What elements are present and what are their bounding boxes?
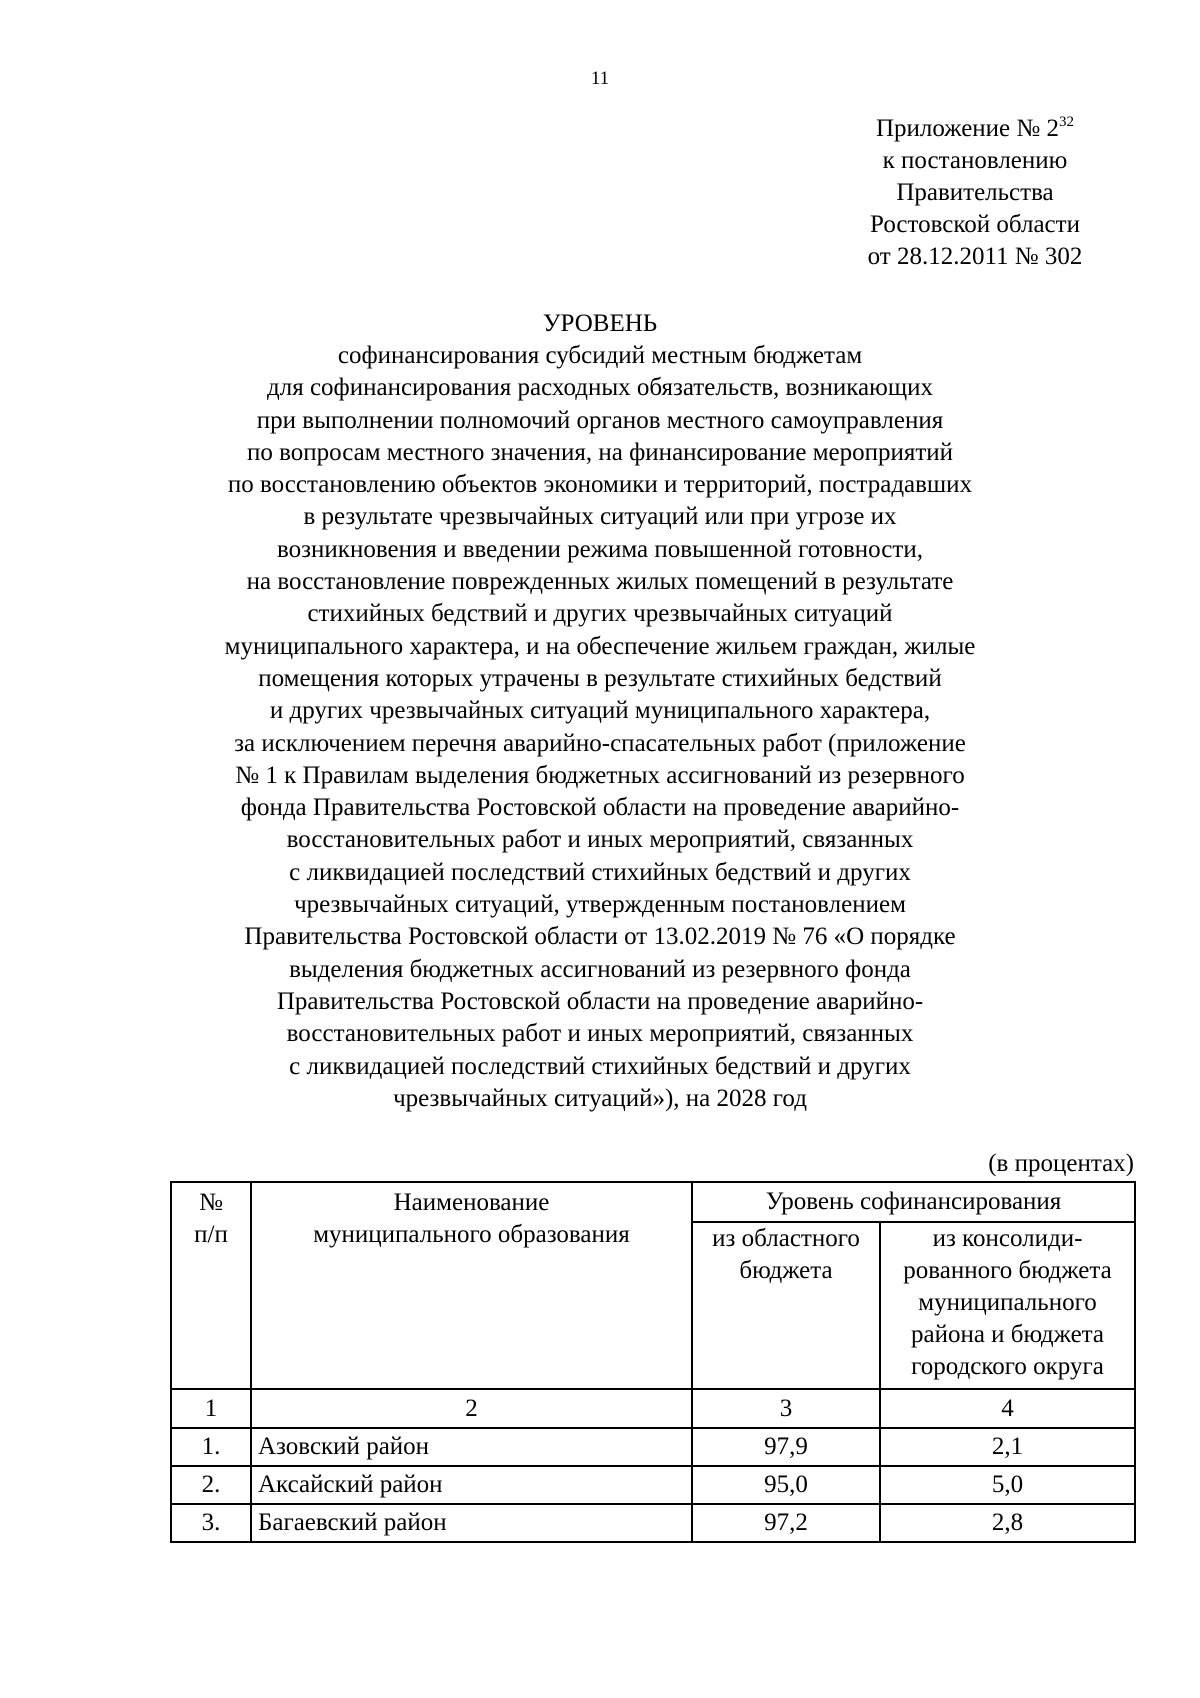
consolidated-budget-value: 2,8	[880, 1504, 1135, 1542]
regional-budget-value: 95,0	[692, 1466, 880, 1504]
appendix-line-5: от 28.12.2011 № 302	[867, 243, 1083, 270]
regional-budget-value: 97,9	[692, 1428, 880, 1466]
subtitle-line: по восстановлению объектов экономики и территорий, пострадавших	[227, 471, 973, 499]
column-numbers-row	[171, 1389, 1135, 1428]
header-municipality-line-1: Наименование	[393, 1189, 550, 1216]
subtitle-line: в результате чрезвычайных ситуаций или при угрозе их	[303, 503, 897, 531]
subtitle-line: с ликвидацией последствий стихийных бедствий и других	[289, 858, 911, 886]
header-consolidated-line: муниципального	[918, 1289, 1097, 1316]
subtitle-line: на восстановление поврежденных жилых помещений в результате	[246, 568, 954, 596]
subtitle-line: по вопросам местного значения, на финансирование мероприятий	[246, 438, 954, 466]
subtitle-line: чрезвычайных ситуаций»), на 2028 год	[393, 1084, 807, 1112]
appendix-line-2: к постановлению	[882, 147, 1068, 174]
subtitle-line: № 1 к Правилам выделения бюджетных ассигнований из резервного	[235, 761, 965, 789]
subtitle-line: помещения которых утрачены в результате стихийных бедствий	[258, 664, 942, 692]
table-row	[171, 1428, 1135, 1466]
appendix-line-3: Правительства	[896, 179, 1054, 206]
column-number: 3	[692, 1389, 880, 1428]
header-consolidated-budget	[880, 1222, 1135, 1389]
subtitle-line: стихийных бедствий и других чрезвычайных ситуаций	[307, 600, 893, 628]
appendix-line-1	[810, 113, 1140, 145]
header-consolidated-line: городского округа	[911, 1353, 1104, 1380]
subtitle-line: возникновения и введении режима повышенной готовности,	[277, 535, 923, 563]
column-number: 2	[251, 1389, 692, 1428]
header-regional-budget	[692, 1222, 880, 1389]
subtitle-line: чрезвычайных ситуаций, утвержденным постановлением	[294, 891, 906, 919]
subtitle-line: муниципального характера, и на обеспечение жильем граждан, жилые	[224, 632, 976, 660]
header-consolidated-line: рованного бюджета	[903, 1257, 1112, 1284]
header-number	[171, 1182, 251, 1389]
header-municipality	[251, 1182, 692, 1389]
table-row	[171, 1504, 1135, 1542]
header-cofinancing-level: Уровень софинансирования	[692, 1182, 1135, 1222]
subtitle-line: при выполнении полномочий органов местного самоуправления	[256, 406, 944, 434]
header-consolidated-line: из консолиди-	[932, 1225, 1083, 1252]
units-note: (в процентах)	[988, 1150, 1134, 1177]
municipality-name: Багаевский район	[251, 1504, 692, 1542]
subtitle-line: с ликвидацией последствий стихийных бедствий и других	[289, 1052, 911, 1080]
subtitle-line: Правительства Ростовской области на проведение аварийно-	[276, 987, 924, 1015]
subtitle-line: восстановительных работ и иных мероприятий, связанных	[286, 826, 914, 854]
subtitle-line: выделения бюджетных ассигнований из резервного фонда	[289, 955, 911, 983]
table-row	[171, 1466, 1135, 1504]
row-number: 2.	[171, 1466, 251, 1504]
appendix-block	[810, 113, 1140, 273]
subtitle-line: восстановительных работ и иных мероприятий, связанных	[286, 1020, 914, 1048]
document-subtitle	[150, 340, 1050, 1115]
municipality-name: Аксайский район	[251, 1466, 692, 1504]
header-regional-line-2: бюджета	[739, 1257, 833, 1284]
header-municipality-line-2: муниципального образования	[313, 1221, 630, 1248]
consolidated-budget-value: 5,0	[880, 1466, 1135, 1504]
appendix-number: Приложение № 2	[875, 115, 1060, 142]
subtitle-line: и других чрезвычайных ситуаций муниципального характера,	[269, 697, 931, 725]
header-regional-line-1: из областного	[712, 1225, 860, 1252]
column-number: 1	[171, 1389, 251, 1428]
page-number: 11	[590, 68, 610, 89]
subtitle-line: фонда Правительства Ростовской области на проведение аварийно-	[240, 794, 960, 822]
row-number: 3.	[171, 1504, 251, 1542]
document-title: УРОВЕНЬ	[542, 310, 658, 337]
header-consolidated-line: района и бюджета	[910, 1321, 1105, 1348]
subtitle-line: для софинансирования расходных обязательств, возникающих	[267, 374, 933, 402]
subtitle-line: Правительства Ростовской области от 13.02.2019 № 76 «О порядке	[244, 923, 956, 951]
column-number: 4	[880, 1389, 1135, 1428]
consolidated-budget-value: 2,1	[880, 1428, 1135, 1466]
appendix-superscript: 32	[1059, 114, 1075, 130]
subtitle-line: за исключением перечня аварийно-спасательных работ (приложение	[234, 729, 966, 757]
header-number-line-1: №	[199, 1189, 223, 1216]
cofinancing-table	[170, 1181, 1136, 1543]
appendix-line-4: Ростовской области	[870, 211, 1080, 238]
regional-budget-value: 97,2	[692, 1504, 880, 1542]
municipality-name: Азовский район	[251, 1428, 692, 1466]
subtitle-line: софинансирования субсидий местным бюджетам	[337, 342, 863, 369]
header-number-line-2: п/п	[194, 1221, 228, 1248]
row-number: 1.	[171, 1428, 251, 1466]
